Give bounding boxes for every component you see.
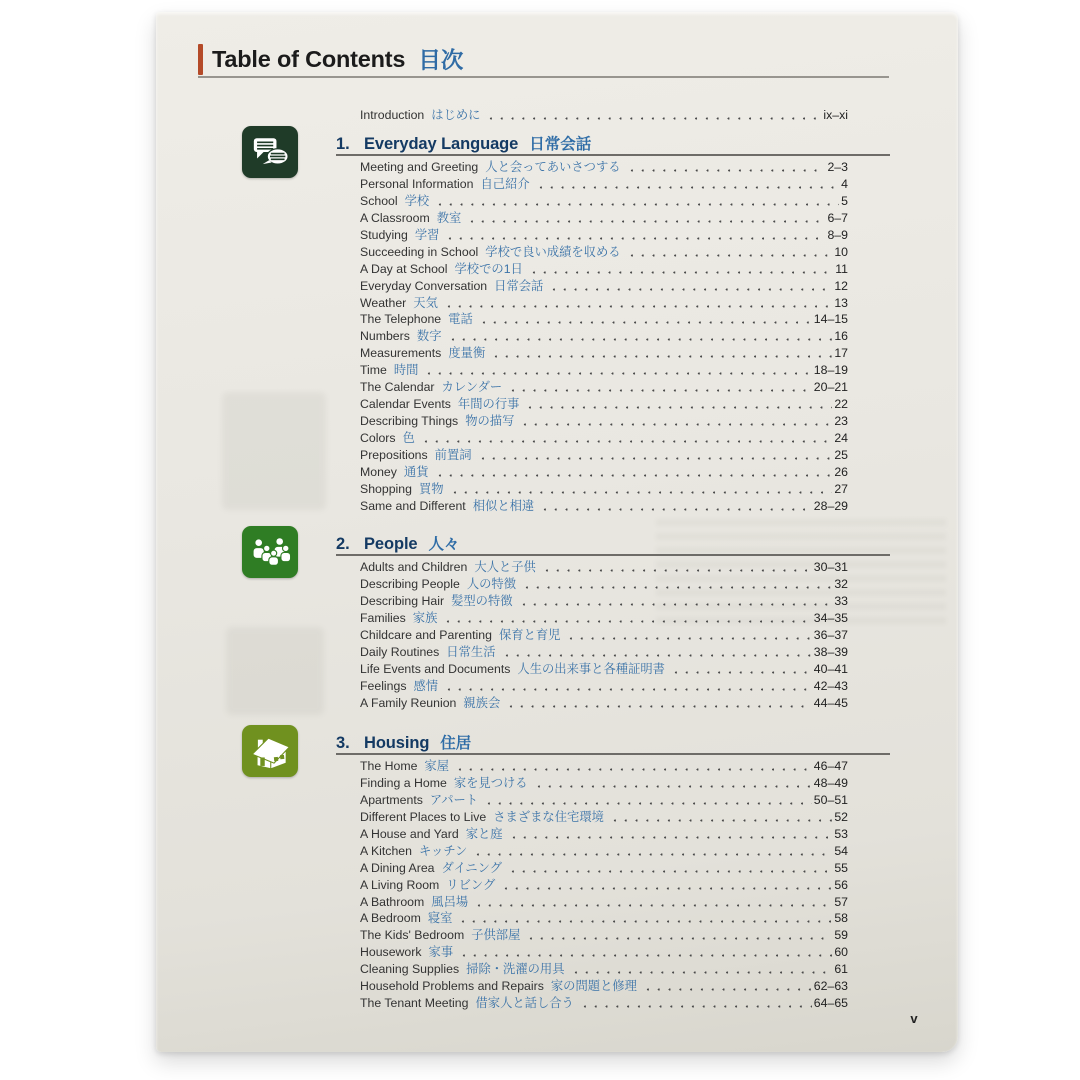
entry-title-ja: 年間の行事	[457, 397, 520, 412]
dot-leader	[526, 927, 832, 944]
page-number: 42–43	[813, 678, 848, 693]
dot-leader	[536, 176, 839, 193]
dot-leader	[445, 227, 825, 244]
page-number: 6–7	[827, 210, 848, 225]
entry-title-ja: 数字	[416, 329, 442, 344]
toc-entry	[360, 695, 848, 712]
toc-entry	[360, 193, 848, 210]
dot-leader	[549, 278, 832, 295]
entry-title-ja: 買物	[418, 481, 444, 496]
page-number: 58	[834, 911, 848, 926]
entry-title-ja: 度量衡	[448, 346, 486, 361]
section-header	[336, 532, 890, 556]
dot-leader	[444, 295, 832, 312]
entry-title-en: A Day at School	[360, 261, 448, 276]
page-number: 5	[841, 193, 848, 208]
entry-title-en: Money	[360, 464, 397, 479]
entry-title-ja: 風呂場	[431, 894, 469, 909]
toc-entry	[360, 481, 848, 498]
entry-title-ja: 教室	[436, 210, 462, 225]
toc-entry	[360, 809, 848, 826]
entry-title-ja: リビング	[446, 877, 496, 892]
entry-title-en: The Home	[360, 759, 418, 773]
dot-leader	[424, 362, 811, 379]
entry-title-en: The Telephone	[360, 312, 442, 327]
section-title-en: People	[364, 535, 418, 553]
page-title-japanese: 目次	[418, 48, 464, 73]
page-number: 38–39	[813, 644, 848, 659]
entry-title-en: Measurements	[360, 346, 442, 361]
entry-title-ja: ダイニング	[441, 860, 503, 875]
page-number: 24	[834, 431, 848, 445]
toc-entry	[360, 995, 848, 1012]
page-number: 60	[834, 945, 848, 960]
entry-title-en: A Classroom	[360, 210, 430, 225]
page-number: 2–3	[827, 160, 848, 174]
entry-title-en: Feelings	[360, 678, 407, 693]
toc-entry	[360, 227, 848, 244]
dot-leader	[501, 877, 832, 894]
section-number: 3.	[336, 734, 350, 752]
entry-title-en: A Kitchen	[360, 843, 412, 858]
page-showthrough	[222, 392, 326, 510]
toc-entry	[360, 396, 848, 413]
dot-leader	[519, 593, 833, 610]
title-accent-bar	[198, 44, 203, 75]
toc-entry-introduction	[360, 107, 848, 124]
entry-title-ja: 時間	[393, 363, 419, 378]
entry-title-en: Housework	[360, 945, 422, 960]
toc-entry	[360, 278, 848, 295]
page-number: 36–37	[813, 627, 848, 642]
page-number: 22	[834, 397, 848, 412]
toc-entry	[360, 413, 848, 430]
entry-title-en: Introduction	[360, 108, 425, 122]
entry-title-en: Describing Hair	[360, 593, 445, 608]
entry-title-ja: 人と会ってあいさつする	[485, 160, 621, 174]
entry-title-ja: 家族	[412, 610, 438, 625]
toc-entry	[360, 678, 848, 695]
entry-title-ja: 感情	[413, 678, 439, 693]
section-number: 1.	[336, 135, 350, 153]
dot-leader	[520, 413, 832, 430]
page-showthrough	[226, 627, 324, 715]
dot-leader	[508, 379, 812, 396]
toc-entry	[360, 379, 848, 396]
house-icon	[242, 725, 298, 777]
entry-title-en: Childcare and Parenting	[360, 627, 492, 642]
dot-leader	[458, 910, 832, 927]
dot-leader	[627, 159, 826, 176]
book-page	[156, 12, 958, 1052]
entry-title-ja: 日常会話	[494, 278, 544, 293]
entry-title-en: Life Events and Documents	[360, 661, 511, 676]
dot-leader	[467, 210, 825, 227]
toc-entry	[360, 261, 848, 278]
entry-title-en: A Bathroom	[360, 894, 425, 909]
toc-entry	[360, 860, 848, 877]
page-number: 33	[834, 593, 848, 608]
page-number: 55	[834, 860, 848, 875]
entry-title-ja: 借家人と話し合う	[475, 996, 574, 1011]
entry-title-en: Calendar Events	[360, 397, 451, 412]
page-number: 56	[834, 877, 848, 892]
dot-leader	[502, 644, 812, 661]
entry-title-en: School	[360, 193, 398, 208]
page-number: 53	[834, 826, 848, 841]
entry-title-ja: 物の描写	[465, 414, 515, 429]
entry-title-ja: 家事	[428, 945, 454, 960]
section-title-en: Housing	[364, 734, 430, 752]
toc-entry	[360, 210, 848, 227]
entry-title-ja: 家屋	[424, 759, 450, 773]
dot-leader	[610, 809, 832, 826]
page-number: 8–9	[827, 227, 848, 242]
section-entries	[360, 159, 848, 515]
entry-title-ja: 家と庭	[465, 826, 503, 841]
toc-entry	[360, 910, 848, 927]
dot-leader	[421, 430, 832, 447]
entry-title-ja: 人の特徴	[466, 576, 517, 591]
toc-section	[336, 532, 890, 711]
dot-leader	[529, 261, 833, 278]
page-number: 12	[834, 278, 848, 293]
entry-title-ja: 色	[402, 431, 415, 445]
dot-leader	[484, 792, 812, 809]
entry-title-en: Families	[360, 610, 406, 625]
entry-title-ja: 子供部屋	[471, 928, 521, 943]
toc-entry	[360, 961, 848, 978]
entry-title-ja: 前置詞	[434, 447, 472, 462]
toc-entry	[360, 576, 848, 593]
dot-leader	[455, 758, 812, 775]
toc-section	[336, 731, 890, 1012]
page-number: 59	[834, 928, 848, 943]
page-number: 54	[834, 843, 848, 858]
page-number: 16	[834, 329, 848, 344]
entry-title-en: Describing Things	[360, 414, 459, 429]
page-number: 25	[834, 447, 848, 462]
entry-title-en: The Calendar	[360, 380, 435, 395]
entry-title-ja: 自己紹介	[480, 176, 530, 191]
section-title-ja: 人々	[428, 536, 460, 553]
dot-leader	[479, 311, 812, 328]
entry-title-ja: 学習	[414, 227, 440, 242]
entry-title-en: A Dining Area	[360, 860, 435, 875]
toc-entry	[360, 978, 848, 995]
entry-title-en: Apartments	[360, 792, 423, 807]
page-number: 10	[834, 244, 848, 259]
entry-title-en: A Family Reunion	[360, 695, 457, 710]
entry-title-en: Household Problems and Repairs	[360, 979, 544, 994]
entry-title-ja: 電話	[448, 312, 473, 327]
entry-title-ja: 保育と育児	[498, 627, 561, 642]
dot-leader	[671, 661, 812, 678]
dot-leader	[459, 944, 832, 961]
dot-leader	[435, 193, 839, 210]
page-number: 20–21	[813, 380, 848, 395]
page-number: 27	[834, 481, 848, 496]
entry-title-en: Everyday Conversation	[360, 278, 488, 293]
section-title-en: Everyday Language	[364, 135, 519, 153]
page-number: 14–15	[813, 312, 848, 327]
dot-leader	[486, 107, 821, 124]
page-number: 13	[834, 295, 848, 310]
toc-entry	[360, 944, 848, 961]
page-number: 52	[834, 809, 848, 824]
folio-page-number: v	[910, 1011, 918, 1026]
toc-entry	[360, 559, 848, 576]
entry-title-en: Weather	[360, 295, 407, 310]
entry-title-en: Same and Different	[360, 498, 466, 513]
toc-entry	[360, 345, 848, 362]
entry-title-en: A House and Yard	[360, 826, 459, 841]
entry-title-en: Meeting and Greeting	[360, 160, 479, 174]
dot-leader	[540, 498, 812, 515]
toc-entry	[360, 244, 848, 261]
entry-title-en: Personal Information	[360, 176, 474, 191]
dot-leader	[627, 244, 833, 261]
dot-leader	[566, 627, 811, 644]
entry-title-ja: カレンダー	[441, 380, 503, 395]
page-number: 34–35	[813, 610, 848, 625]
dot-leader	[444, 678, 812, 695]
toc-entry	[360, 176, 848, 193]
entry-title-en: Describing People	[360, 576, 460, 591]
toc-entry	[360, 927, 848, 944]
page-number: 44–45	[813, 695, 848, 710]
entry-title-ja: アパート	[429, 792, 479, 807]
toc-entry	[360, 627, 848, 644]
dot-leader	[443, 610, 811, 627]
entry-title-en: Different Places to Live	[360, 809, 487, 824]
toc-list	[336, 12, 890, 1052]
entry-title-en: Prepositions	[360, 447, 428, 462]
page-number: 18–19	[813, 363, 848, 378]
entry-title-ja: キッチン	[418, 843, 468, 858]
entry-title-ja: 大人と子供	[474, 560, 536, 574]
page-number: 23	[834, 414, 848, 429]
entry-title-ja: 髪型の特徴	[451, 593, 513, 608]
page-number: 61	[834, 962, 848, 977]
page-number: 57	[834, 894, 848, 909]
toc-entry	[360, 610, 848, 627]
entry-title-ja: 学校	[404, 193, 430, 208]
toc-entry	[360, 775, 848, 792]
toc-entry	[360, 295, 848, 312]
entry-title-en: Finding a Home	[360, 775, 447, 790]
entry-title-ja: 日常生活	[446, 644, 496, 659]
page-number: 64–65	[813, 996, 848, 1011]
dot-leader	[643, 978, 812, 995]
entry-title-en: Studying	[360, 227, 408, 242]
toc-entry	[360, 328, 848, 345]
toc-entry	[360, 792, 848, 809]
page-number: 48–49	[813, 775, 848, 790]
entry-title-ja: 天気	[413, 295, 438, 310]
toc-section	[336, 132, 890, 515]
page-title-english: Table of Contents	[212, 45, 406, 72]
toc-entry	[360, 877, 848, 894]
entry-title-ja: 通貨	[403, 464, 429, 479]
entry-title-en: Daily Routines	[360, 644, 440, 659]
entry-title-en: Time	[360, 363, 387, 378]
toc-entry	[360, 498, 848, 515]
dot-leader	[580, 995, 812, 1012]
toc-entry	[360, 362, 848, 379]
toc-entry	[360, 464, 848, 481]
entry-title-ja: 寝室	[427, 911, 453, 926]
dot-leader	[522, 576, 832, 593]
dot-leader	[491, 345, 832, 362]
toc-entry	[360, 661, 848, 678]
entry-title-en: Succeeding in School	[360, 244, 479, 259]
entry-title-ja: 学校での1日	[454, 261, 523, 276]
toc-entry	[360, 593, 848, 610]
page-number: 30–31	[813, 560, 848, 574]
page-number: 4	[841, 176, 848, 191]
toc-entry	[360, 159, 848, 176]
toc-entry	[360, 644, 848, 661]
page-number: 26	[834, 464, 848, 479]
speech-bubbles-icon	[242, 126, 298, 178]
page-number: 50–51	[813, 792, 848, 807]
entry-title-ja: 家を見つける	[453, 775, 528, 790]
page-number: 11	[835, 261, 848, 276]
entry-title-en: Numbers	[360, 329, 410, 344]
toc-entry	[360, 843, 848, 860]
dot-leader	[448, 328, 833, 345]
toc-entry	[360, 894, 848, 911]
entry-title-ja: 人生の出来事と各種証明書	[517, 661, 665, 676]
page-number: ix–xi	[823, 108, 848, 122]
entry-title-ja: はじめに	[431, 108, 481, 122]
entry-title-ja: 掃除・洗濯の用具	[466, 962, 565, 977]
entry-title-en: Cleaning Supplies	[360, 962, 460, 977]
dot-leader	[542, 559, 812, 576]
dot-leader	[571, 961, 833, 978]
toc-entry	[360, 311, 848, 328]
page-number: 32	[834, 576, 848, 591]
dot-leader	[508, 860, 832, 877]
people-group-icon	[242, 526, 298, 578]
toc-entry	[360, 758, 848, 775]
toc-entry	[360, 447, 848, 464]
dot-leader	[506, 695, 812, 712]
toc-entry	[360, 826, 848, 843]
dot-leader	[435, 464, 833, 481]
entry-title-ja: 学校で良い成績を収める	[485, 244, 621, 259]
dot-leader	[509, 826, 833, 843]
entry-title-ja: 親族会	[463, 695, 501, 710]
section-header	[336, 132, 890, 156]
section-number: 2.	[336, 535, 350, 553]
section-entries	[360, 758, 848, 1012]
toc-entry	[360, 430, 848, 447]
dot-leader	[534, 775, 812, 792]
section-title-ja: 日常会話	[529, 136, 592, 153]
entry-title-en: The Kids' Bedroom	[360, 928, 465, 943]
entry-title-ja: 相似と相違	[472, 498, 535, 513]
entry-title-ja: 家の問題と修理	[550, 979, 637, 994]
dot-leader	[474, 894, 832, 911]
dot-leader	[450, 481, 833, 498]
dot-leader	[473, 843, 832, 860]
page-number: 17	[834, 346, 848, 361]
page-number: 62–63	[813, 979, 848, 994]
section-title-ja: 住居	[440, 735, 472, 752]
entry-title-en: A Bedroom	[360, 911, 421, 926]
page-number: 40–41	[813, 661, 848, 676]
entry-title-en: Colors	[360, 431, 396, 445]
entry-title-ja: さまざまな住宅環境	[493, 809, 604, 824]
entry-title-en: Shopping	[360, 481, 412, 496]
section-header	[336, 731, 890, 755]
page-number: 46–47	[813, 759, 848, 773]
dot-leader	[478, 447, 833, 464]
entry-title-en: A Living Room	[360, 877, 440, 892]
entry-title-en: The Tenant Meeting	[360, 996, 469, 1011]
section-entries	[360, 559, 848, 711]
page-number: 28–29	[813, 498, 848, 513]
entry-title-en: Adults and Children	[360, 560, 468, 574]
dot-leader	[525, 396, 832, 413]
